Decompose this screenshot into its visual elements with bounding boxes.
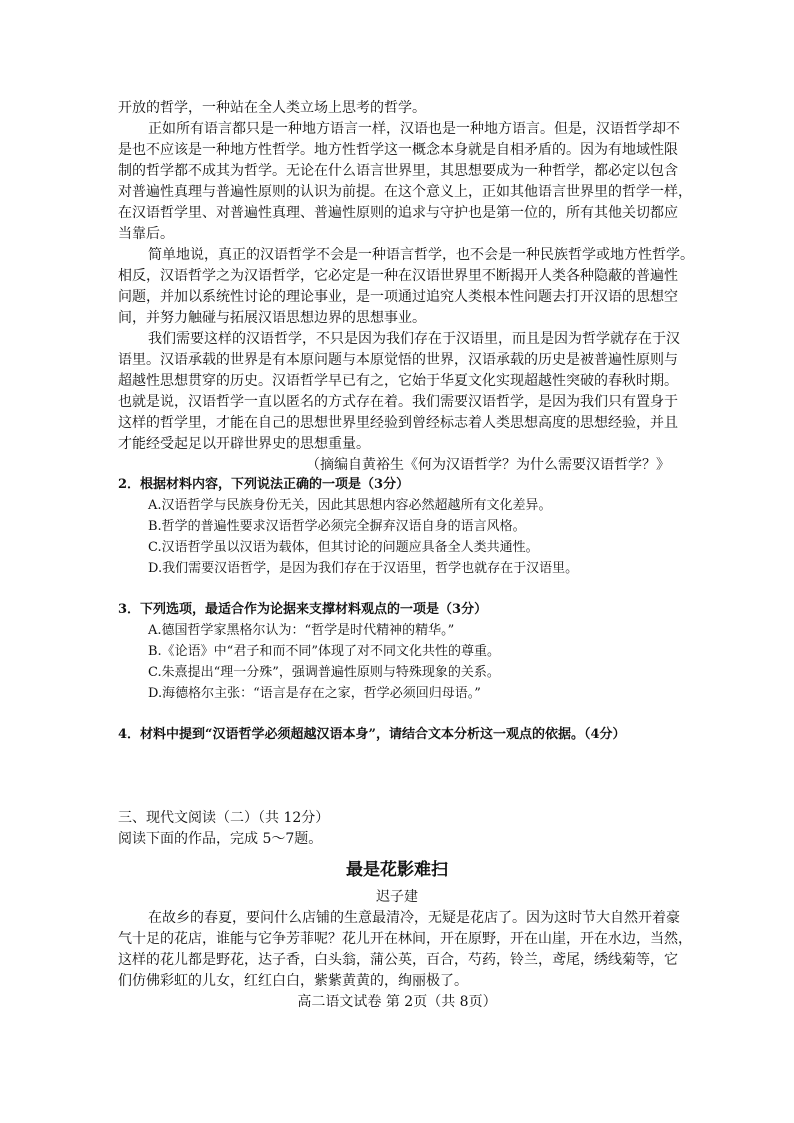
passage-line: 也就是说，汉语哲学一直以匿名的方式存在着。我们需要汉语哲学，是因为我们只有置身于 <box>118 394 678 410</box>
article-line: 们仿佛彩虹的儿女，红红白白，紫紫黄黄的，绚丽极了。 <box>118 973 468 989</box>
article-author: 迟子建 <box>376 889 418 905</box>
passage-line: 简单地说，真正的汉语哲学不会是一种语言哲学，也不会是一种民族哲学或地方性哲学。 <box>148 247 694 263</box>
passage-line: 是也不应该是一种地方性哲学。地方性哲学这一概念本身就是自相矛盾的。因为有地域性限 <box>118 142 678 158</box>
page-footer: 高二语文试卷 第 2页（共 8页） <box>297 994 497 1010</box>
question-2-option-b: B.哲学的普遍性要求汉语哲学必须完全摒弃汉语自身的语言风格。 <box>148 519 526 534</box>
question-3-option-b: B.《论语》中“君子和而不同”体现了对不同文化共性的尊重。 <box>148 644 500 659</box>
passage-line: 相反，汉语哲学之为汉语哲学，它必定是一种在汉语世界里不断揭开人类各种隐蔽的普遍性 <box>118 268 678 284</box>
passage-line: 间，并努力触碰与拓展汉语思想边界的思想事业。 <box>118 310 426 326</box>
question-3-stem: 3．下列选项，最适合作为论据来支撑材料观点的一项是（3分） <box>118 602 488 617</box>
article-line: 气十足的花店，谁能与它争芳菲呢？花儿开在林间，开在原野，开在山崖，开在水边，当然， <box>118 931 692 947</box>
passage-line: 语里。汉语承载的世界是有本原问题与本原觉悟的世界，汉语承载的历史是被普遍性原则与 <box>118 352 678 368</box>
article-line: 这样的花儿都是野花，达子香，白头翁，蒲公英，百合，芍药，铃兰，鸢尾，绣线菊等，它 <box>118 952 678 968</box>
passage-line: 才能经受起足以开辟世界史的思想重量。 <box>118 436 370 452</box>
passage-line: 当靠后。 <box>118 226 174 242</box>
section-heading: 三、现代文阅读（二）（共 12分） <box>118 810 330 826</box>
question-3-option-c: C.朱熹提出“理一分殊”，强调普遍性原则与特殊现象的关系。 <box>148 665 500 680</box>
passage-line: 问题，并加以系统性讨论的理论事业，是一项通过追究人类根本性问题去打开汉语的思想空 <box>118 289 678 305</box>
question-2-option-a: A.汉语哲学与民族身份无关，因此其思想内容必然超越所有文化差异。 <box>148 498 552 513</box>
passage-line: 开放的哲学，一种站在全人类立场上思考的哲学。 <box>118 100 426 116</box>
passage-line: 超越性思想贯穿的历史。汉语哲学早已有之，它始于华夏文化实现超越性突破的春秋时期。 <box>118 373 678 389</box>
section-instruction: 阅读下面的作品，完成 5～7题。 <box>118 831 323 847</box>
passage-line: 正如所有语言都只是一种地方语言一样，汉语也是一种地方语言。但是，汉语哲学却不 <box>148 121 680 137</box>
question-4-stem: 4．材料中提到“汉语哲学必须超越汉语本身”，请结合文本分析这一观点的依据。（4分） <box>118 727 626 742</box>
passage-line: 这样的哲学里，才能在自己的思想世界里经验到曾经标志着人类思想高度的思想经验，并且 <box>118 415 678 431</box>
article-title: 最是花影难扫 <box>346 860 448 880</box>
question-3-option-a: A.德国哲学家黑格尔认为：“哲学是时代精神的精华。” <box>148 623 455 638</box>
passage-line: 我们需要这样的汉语哲学，不只是因为我们存在于汉语里，而且是因为哲学就存在于汉 <box>148 331 680 347</box>
passage-line: 对普遍性真理与普遍性原则的认识为前提。在这个意义上，正如其他语言世界里的哲学一样， <box>118 184 692 200</box>
source-citation: （摘编自黄裕生《何为汉语哲学？为什么需要汉语哲学？》 <box>306 457 670 473</box>
question-2-option-d: D.我们需要汉语哲学，是因为我们存在于汉语里，哲学也就存在于汉语里。 <box>148 561 579 576</box>
passage-line: 在汉语哲学里、对普遍性真理、普遍性原则的追求与守护也是第一位的，所有其他关切都应 <box>118 205 678 221</box>
passage-line: 制的哲学都不成其为哲学。无论在什么语言世界里，其思想要成为一种哲学，都必定以包含 <box>118 163 678 179</box>
question-2-option-c: C.汉语哲学虽以汉语为载体，但其讨论的问题应具备全人类共通性。 <box>148 540 539 555</box>
question-3-option-d: D.海德格尔主张：“语言是存在之家，哲学必须回归母语。” <box>148 686 481 701</box>
question-2-stem: 2．根据材料内容，下列说法正确的一项是（3分） <box>118 477 410 492</box>
article-line: 在故乡的春夏，要问什么店铺的生意最清冷，无疑是花店了。因为这时节大自然开着豪 <box>148 910 680 926</box>
